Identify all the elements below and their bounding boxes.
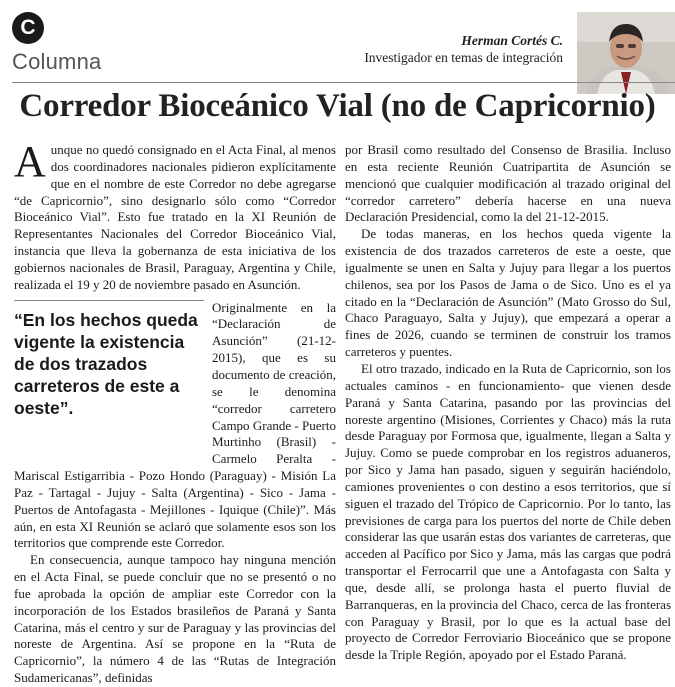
column-badge: C — [12, 12, 44, 44]
headline: Corredor Bioceánico Vial (no de Capricornio) — [19, 88, 656, 124]
article-column-right — [345, 142, 671, 664]
paragraph — [14, 137, 336, 294]
paragraph: De todas maneras, en los hechos queda vigente la existencia de dos trazados carreteros de este a oeste, que igualmente se unen en Salta y Jujuy para llegar a los puertos chilenos, sea por los Pasos de Jama o de Sico. Uno es el ya citado en la “Declaración de Asunción” (Mato Grosso do Sul, Chaco Paraguayo, Salta y Jujuy), que empezará a operar a fines de 2026, cuando se terminen de construir los tramos carreteros y puentes. — [345, 226, 671, 360]
byline — [364, 32, 563, 66]
article-column-left — [14, 137, 336, 687]
section-label: Columna — [12, 49, 102, 74]
dropcap: A — [14, 137, 46, 186]
pull-quote-block — [14, 300, 204, 456]
pull-quote: “En los hechos queda vigente la existencia de dos trazados carreteros de este a oeste”. — [14, 309, 198, 418]
pull-quote-rule — [14, 300, 204, 301]
paragraph: En consecuencia, aunque tampoco hay ninguna mención en el Acta Final, se puede concluir que no se presentó o no fue aprobada la opción de ampliar este Corredor con la incorporación de los Estados brasileños de Paraná y Santa Catarina, más el centro y sur de Paraguay y las provincias del noreste de Argentina. Así se propone en la “Ruta de Capricornio”, la número 4 de las “Rutas de Integración Sudamericanas”, definidas — [14, 552, 336, 686]
paragraph-text: unque no quedó consignado en el Acta Final, al menos dos coordinadores nacionales pidieron explícitamente que en el nombre de este Corredor no debe agregarse “de Capricornio”, sino designarlo sólo como “Corredor Bioceánico Vial”. Esto fue tratado en la XI Reunión de Representantes Nacionales del Corredor Bioceánico Vial, instancia que lleva la gobernanza de esta iniciativa de los gobiernos nacionales de Brasil, Paraguay, Argentina y Chile, realizada el 19 y 20 de noviembre pasado en Asunción. — [14, 142, 336, 292]
paragraph: Originalmente en la “Declaración de Asunción” (21-12-2015), que es su documento de creación, se le denomina “corredor carretero Campo Grande - Puerto Murtinho (Brasil) - Carmelo Peralta - Mariscal Estigarribia - Pozo Hondo (Paraguay) - Misión La Paz - Tartagal - Jujuy - Salta (Argentina) - Sico - Jama - Puertos de Antofagasta - Mejillones - Iquique (Chile)”. Más aún, en esta XI Reunión se aclaró que solamente esos son los territorios que comprende este Corredor. — [14, 299, 336, 551]
paragraph: por Brasil como resultado del Consenso de Brasilia. Incluso en esta reciente Reunión Cuatripartita de Asunción se mencionó que cualquier modificación al trazado original del “corredor carretero” debería hacerse en una nueva Declaración Presidencial, como la del 21-12-2015. — [345, 142, 671, 225]
paragraph: El otro trazado, indicado en la Ruta de Capricornio, son los actuales caminos - en funcionamiento- que vienen desde Paraná y Santa Catarina, pasando por las provincias del noreste argentino (Misiones, Corrientes y Chaco) más la ruta desde Paraguay por Formosa que, igualmente, llegan a Salta y Jujuy. Como se puede comprobar en los registros aduaneros, por Sico y Jama han pasado, siguen y seguirán haciéndolo, camiones provenientes o con destino a esos territorios, que sí siguen el trazado del Trópico de Capricornio. Por lo tanto, las previsiones de carga para los puertos del norte de Chile deben considerar las que usarán estas dos variantes de carreteras, que acceden al Pacífico por Sico y Jama, más las cargas que podrá transportar el Ferrocarril que une a Antofagasta con Salta y que, desde allí, se prolonga hasta el puerto fluvial de Barranqueras, en la provincia del Chaco, cerca de las fronteras con Paraguay y Brasil, por lo que es la actual base del proyecto de Corredor Ferroviario Bioceánico que se propone desde la Triple Región, apoyado por el Estado Paraná. — [345, 360, 671, 663]
header-rule — [12, 82, 675, 83]
author-name: Herman Cortés C. — [461, 33, 563, 48]
author-role: Investigador en temas de integración — [364, 50, 563, 65]
